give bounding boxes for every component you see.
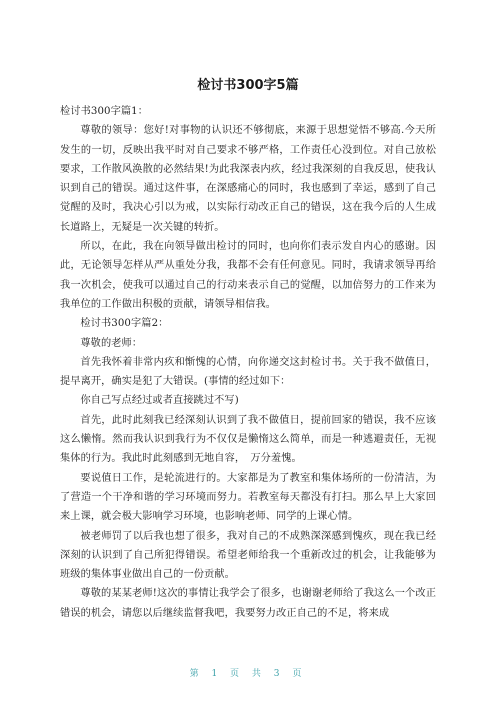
paragraph: 首先，此时此刻我已经深刻认识到了我不做值日，提前回家的错误，我不应该这么懒惰。然而我认识到我行为不仅仅是懒惰这么简单，而是一种逃避责任，无视集体的行为。我此时此刻感到无地自容， 万分羞愧。 xyxy=(60,414,436,465)
paragraph: 尊敬的某某老师!这次的事情让我学会了很多，也谢谢老师给了我这么一个改正错误的机会，请您以后继续监督我吧，我要努力改正自己的不足，将来成 xyxy=(60,588,436,619)
paragraph: 被老师罚了以后我也想了很多，我对自己的不成熟深深感到愧疚，现在我已经深刻的认识到了自己所犯得错误。希望老师给我一个重新改过的机会，让我能够为班级的集体事业做出自己的一份贡献。 xyxy=(60,530,436,581)
paragraph: 所以，在此，我在向领导做出检讨的同时，也向你们表示发自内心的感谢。因此，无论领导怎样从严从重处分我，我都不会有任何意见。同时，我请求领导再给我一次机会，使我可以通过自己的行动来表示自己的觉醒，以加倍努力的工作来为我单位的工作做出积极的贡献，请领导相信我。 xyxy=(60,241,436,310)
paragraph: 首先我怀着非常内疚和惭愧的心情，向你递交这封检讨书。关于我不做值日，提早离开，确实是犯了大错误。(事情的经过如下： xyxy=(60,356,436,388)
paragraph: 检讨书300字篇2： xyxy=(80,318,169,330)
paragraph: 你自己写点经过或者直接跳过不写) xyxy=(80,395,239,407)
document-body xyxy=(60,102,436,623)
paragraph: 尊敬的老师： xyxy=(80,337,143,349)
document-title: 检讨书300字5篇 xyxy=(197,78,299,93)
paragraph: 检讨书300字篇1： xyxy=(60,106,149,117)
page-footer: 第 1 页 共 3 页 xyxy=(189,669,307,679)
paragraph: 尊敬的领导：您好!对事物的认识还不够彻底，来源于思想觉悟不够高.今天所发生的一切，反映出我平时对自己要求不够严格，工作责任心没到位。对自己放松要求，工作散风涣散的必然结果!为此我深表内疚，经过我深刻的自我反思，使我认识到自己的错误。通过这件事，在深感痛心的同时，我也感到了幸运，感到了自己觉醒的及时，我决心引以为戒，以实际行动改正自己的错误，这在我今后的人生成长道路上，无疑是一次关键的转折。 xyxy=(60,125,436,233)
paragraph: 要说值日工作，是轮流进行的。大家都是为了教室和集体场所的一份清洁，为了营造一个干净和谐的学习环境而努力。若教室每天都没有打扫。那么早上大家回来上课，就会极大影响学习环境，也影响老师、同学的上课心情。 xyxy=(60,472,436,523)
